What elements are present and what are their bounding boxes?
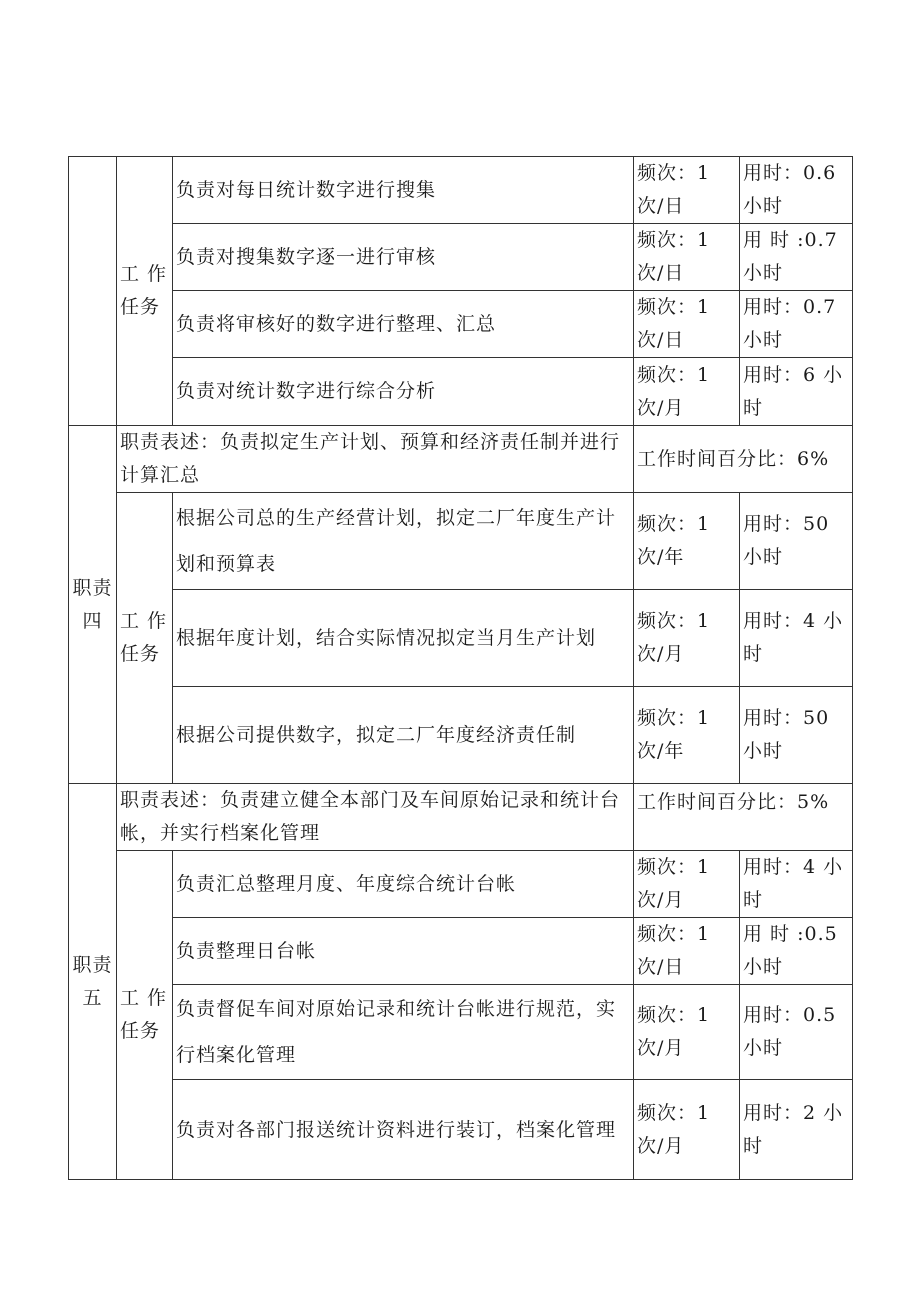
- task-time: 用时：0.5 小时: [740, 985, 853, 1080]
- tasks-label: 工 作 任务: [117, 851, 173, 1180]
- duty-label: [69, 157, 117, 426]
- task-time: 用时：6 小时: [740, 358, 853, 426]
- duty-description: 职责表述：负责拟定生产计划、预算和经济责任制并进行计算汇总: [117, 426, 634, 493]
- task-text: 负责汇总整理月度、年度综合统计台帐: [173, 851, 634, 918]
- task-text: 负责整理日台帐: [173, 918, 634, 985]
- table-row: [69, 157, 853, 224]
- table-row: [69, 358, 853, 426]
- task-time: 用 时 :0.7 小时: [740, 224, 853, 291]
- task-frequency: 频次：1 次/月: [634, 985, 740, 1080]
- duty-label: 职责四: [69, 426, 117, 784]
- table-row: [69, 985, 853, 1080]
- task-text: 根据公司总的生产经营计划，拟定二厂年度生产计划和预算表: [173, 493, 634, 590]
- task-time: 用时：50 小时: [740, 493, 853, 590]
- table-row: [69, 590, 853, 687]
- task-text: 根据公司提供数字，拟定二厂年度经济责任制: [173, 687, 634, 784]
- table-row: [69, 493, 853, 590]
- time-percentage: 工作时间百分比：6%: [634, 426, 853, 493]
- task-text: 根据年度计划，结合实际情况拟定当月生产计划: [173, 590, 634, 687]
- task-frequency: 频次：1 次/日: [634, 157, 740, 224]
- task-time: 用时：50 小时: [740, 687, 853, 784]
- task-text: 负责对搜集数字逐一进行审核: [173, 224, 634, 291]
- task-frequency: 频次：1 次/月: [634, 1080, 740, 1180]
- table-row: [69, 918, 853, 985]
- task-frequency: 频次：1 次/年: [634, 687, 740, 784]
- task-time: 用 时 :0.5 小时: [740, 918, 853, 985]
- task-frequency: 频次：1 次/日: [634, 291, 740, 358]
- duty-table: [68, 156, 853, 1180]
- task-frequency: 频次：1 次/日: [634, 918, 740, 985]
- task-text: 负责对各部门报送统计资料进行装订，档案化管理: [173, 1080, 634, 1180]
- table-row: [69, 687, 853, 784]
- table-row: [69, 426, 853, 493]
- duty-description: 职责表述：负责建立健全本部门及车间原始记录和统计台帐，并实行档案化管理: [117, 784, 634, 851]
- task-text: 负责对每日统计数字进行搜集: [173, 157, 634, 224]
- table-row: [69, 224, 853, 291]
- tasks-label: 工 作 任务: [117, 157, 173, 426]
- task-time: 用时：0.6 小时: [740, 157, 853, 224]
- table-row: [69, 1080, 853, 1180]
- table-row: [69, 291, 853, 358]
- task-text: 负责对统计数字进行综合分析: [173, 358, 634, 426]
- task-frequency: 频次：1 次/月: [634, 590, 740, 687]
- task-frequency: 频次：1 次/月: [634, 851, 740, 918]
- task-text: 负责督促车间对原始记录和统计台帐进行规范，实行档案化管理: [173, 985, 634, 1080]
- task-frequency: 频次：1 次/月: [634, 358, 740, 426]
- table-row: [69, 784, 853, 851]
- task-time: 用时：4 小时: [740, 590, 853, 687]
- task-time: 用时：0.7 小时: [740, 291, 853, 358]
- task-frequency: 频次：1 次/日: [634, 224, 740, 291]
- time-percentage: 工作时间百分比：5%: [634, 784, 853, 851]
- table-row: [69, 851, 853, 918]
- duty-label: 职责五: [69, 784, 117, 1180]
- tasks-label: 工 作 任务: [117, 493, 173, 784]
- task-text: 负责将审核好的数字进行整理、汇总: [173, 291, 634, 358]
- task-time: 用时：2 小时: [740, 1080, 853, 1180]
- task-time: 用时：4 小时: [740, 851, 853, 918]
- task-frequency: 频次：1 次/年: [634, 493, 740, 590]
